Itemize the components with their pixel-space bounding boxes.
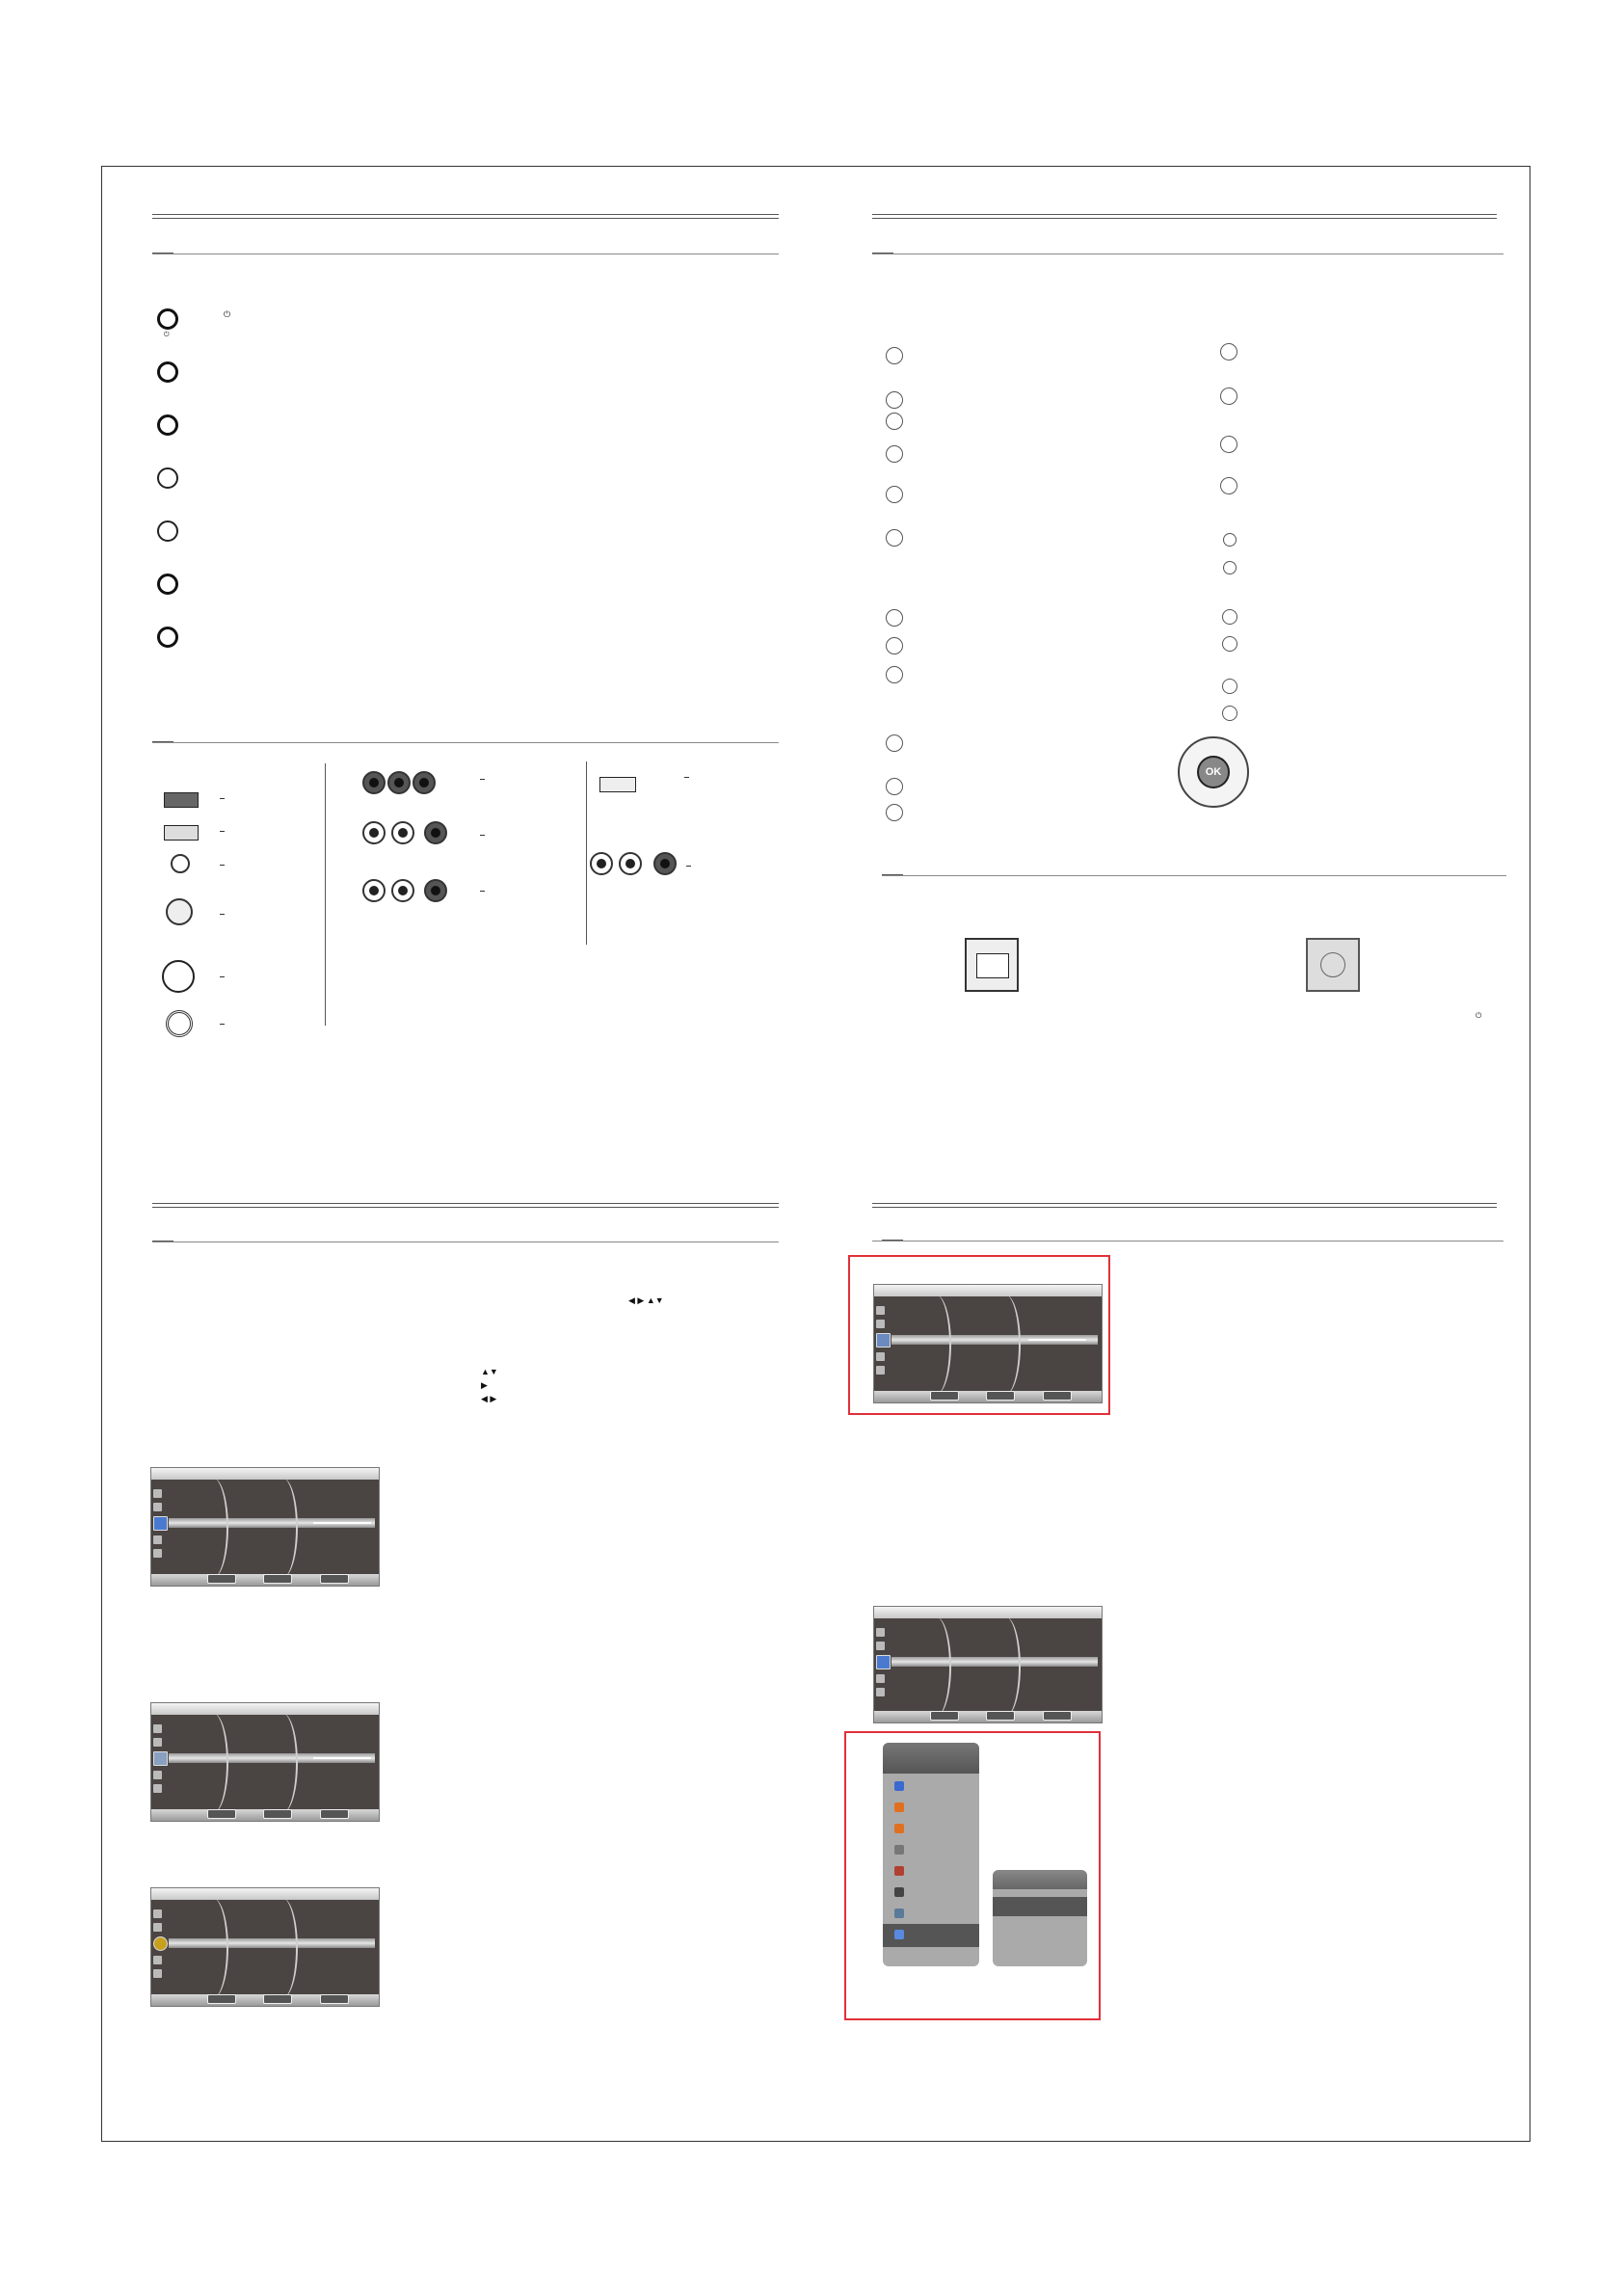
arrow-lr-text: ◀ ▶ <box>481 1394 497 1403</box>
connections-divider-2 <box>586 761 587 945</box>
connector-dash <box>684 777 689 778</box>
ok-button[interactable]: OK <box>1197 756 1230 788</box>
rca-jack-icon <box>424 821 447 844</box>
remote-button-icon[interactable] <box>886 445 903 463</box>
section-rule-bottom-left <box>152 1203 779 1204</box>
connections-tick <box>152 741 173 742</box>
power-button-icon[interactable] <box>1306 938 1360 992</box>
svideo-source-icon[interactable] <box>894 1845 904 1855</box>
remote-button-icon[interactable] <box>886 778 903 795</box>
pc-source-icon[interactable] <box>894 1887 904 1897</box>
remote-power-button-icon[interactable] <box>886 347 903 364</box>
volume-up-button-icon[interactable] <box>1222 679 1237 694</box>
remote-small-button-icon[interactable] <box>1223 533 1237 547</box>
connections-divider-1 <box>325 763 326 1026</box>
audio-jack-icon <box>171 854 190 873</box>
rca-jack-icon <box>619 852 642 875</box>
remote-button-icon[interactable] <box>886 413 903 430</box>
arrow-keys-text: ◀ ▶ ▲▼ <box>628 1295 664 1305</box>
section-rule-top-left-double <box>152 218 779 219</box>
rca-jack-icon <box>362 821 386 844</box>
component-source-icon[interactable] <box>894 1866 904 1876</box>
rca-jack-icon <box>387 771 411 794</box>
rca-jack-icon <box>412 771 436 794</box>
av-source-icon[interactable] <box>894 1824 904 1833</box>
antenna-port-icon <box>162 960 195 993</box>
confirm-dialog-panel <box>993 1870 1087 1966</box>
rca-jack-icon <box>653 852 677 875</box>
page-frame <box>101 166 1530 2142</box>
vga-port-icon <box>164 825 199 841</box>
mains-switch-icon <box>965 938 1019 992</box>
arrow-ud-text: ▲▼ <box>481 1367 498 1376</box>
connector-dash <box>220 1024 225 1025</box>
rca-jack-icon <box>391 821 414 844</box>
remote-button-icon[interactable] <box>886 609 903 627</box>
source-knob-icon[interactable] <box>157 627 178 648</box>
power-glyph-small: ⏻ <box>164 332 170 338</box>
volume-up-knob-icon[interactable] <box>157 361 178 383</box>
remote-button-icon[interactable] <box>1220 343 1237 360</box>
channel-up-knob-icon[interactable] <box>157 467 178 489</box>
subsection-tick-right <box>872 253 893 254</box>
connector-dash <box>480 779 485 780</box>
connector-dash <box>220 865 225 866</box>
menu-knob-icon[interactable] <box>157 574 178 595</box>
remote-button-icon[interactable] <box>886 734 903 752</box>
rca-jack-icon <box>424 879 447 902</box>
remote-button-icon[interactable] <box>886 637 903 654</box>
connector-dash <box>220 798 225 799</box>
remote-button-icon[interactable] <box>1220 387 1237 405</box>
section-rule-bottom-right-double <box>872 1207 1497 1208</box>
tv-source-icon[interactable] <box>894 1781 904 1791</box>
osd-menu-input <box>873 1606 1103 1723</box>
channel-down-knob-icon[interactable] <box>157 521 178 542</box>
arrow-right-text: ▶ <box>481 1380 488 1390</box>
osd-menu-picture <box>150 1467 380 1587</box>
connector-dash <box>686 866 691 867</box>
connector-dash <box>220 976 225 977</box>
rca-jack-icon <box>362 771 386 794</box>
coaxial-port-icon <box>166 1010 193 1037</box>
osd-menu-sound <box>150 1702 380 1822</box>
power-subsection-rule <box>882 875 1506 876</box>
power-subsection-tick <box>882 874 903 875</box>
remote-button-icon[interactable] <box>886 804 903 821</box>
subsection-tick <box>152 253 173 254</box>
channel-up-button-icon[interactable] <box>1222 609 1237 625</box>
subsection-rule-bottom-left <box>152 1241 779 1242</box>
rca-jack-icon <box>362 879 386 902</box>
connector-dash <box>220 831 225 832</box>
osd-menu-setup <box>150 1887 380 2007</box>
hdmi-port-icon <box>164 792 199 808</box>
connector-dash <box>480 835 485 836</box>
remote-mute-button-icon[interactable] <box>886 391 903 409</box>
osd-menu-channel <box>873 1284 1103 1403</box>
remote-small-button-icon[interactable] <box>1223 561 1237 574</box>
remote-button-icon[interactable] <box>1220 477 1237 494</box>
hdmi-source-icon[interactable] <box>894 1909 904 1918</box>
section-rule-bottom-left-double <box>152 1207 779 1208</box>
av-source-icon[interactable] <box>894 1802 904 1812</box>
section-rule-top-left <box>152 214 779 215</box>
power-glyph-label: ⏻ <box>224 309 231 319</box>
remote-button-icon[interactable] <box>886 486 903 503</box>
connections-rule <box>152 742 779 743</box>
remote-button-icon[interactable] <box>886 666 903 683</box>
volume-down-knob-icon[interactable] <box>157 414 178 436</box>
usb-source-icon[interactable] <box>894 1930 904 1939</box>
section-rule-bottom-right <box>872 1203 1497 1204</box>
remote-button-icon[interactable] <box>1220 436 1237 453</box>
power-glyph-note: ⏻ <box>1476 1011 1482 1020</box>
s-video-port-icon <box>166 898 193 925</box>
rca-jack-icon <box>590 852 613 875</box>
source-list-panel <box>883 1743 979 1966</box>
volume-down-button-icon[interactable] <box>1222 706 1237 721</box>
subsection-tick-bottom-right <box>882 1240 903 1241</box>
power-knob-icon[interactable] <box>157 308 178 330</box>
connector-dash <box>480 891 485 892</box>
rca-jack-icon <box>391 879 414 902</box>
section-rule-top-right-double <box>872 218 1497 219</box>
dialog-selected-row[interactable] <box>993 1897 1087 1916</box>
section-rule-top-right <box>872 214 1497 215</box>
usb-port-icon <box>599 777 636 792</box>
remote-button-icon[interactable] <box>886 529 903 547</box>
channel-down-button-icon[interactable] <box>1222 636 1237 652</box>
connector-dash <box>220 914 225 915</box>
